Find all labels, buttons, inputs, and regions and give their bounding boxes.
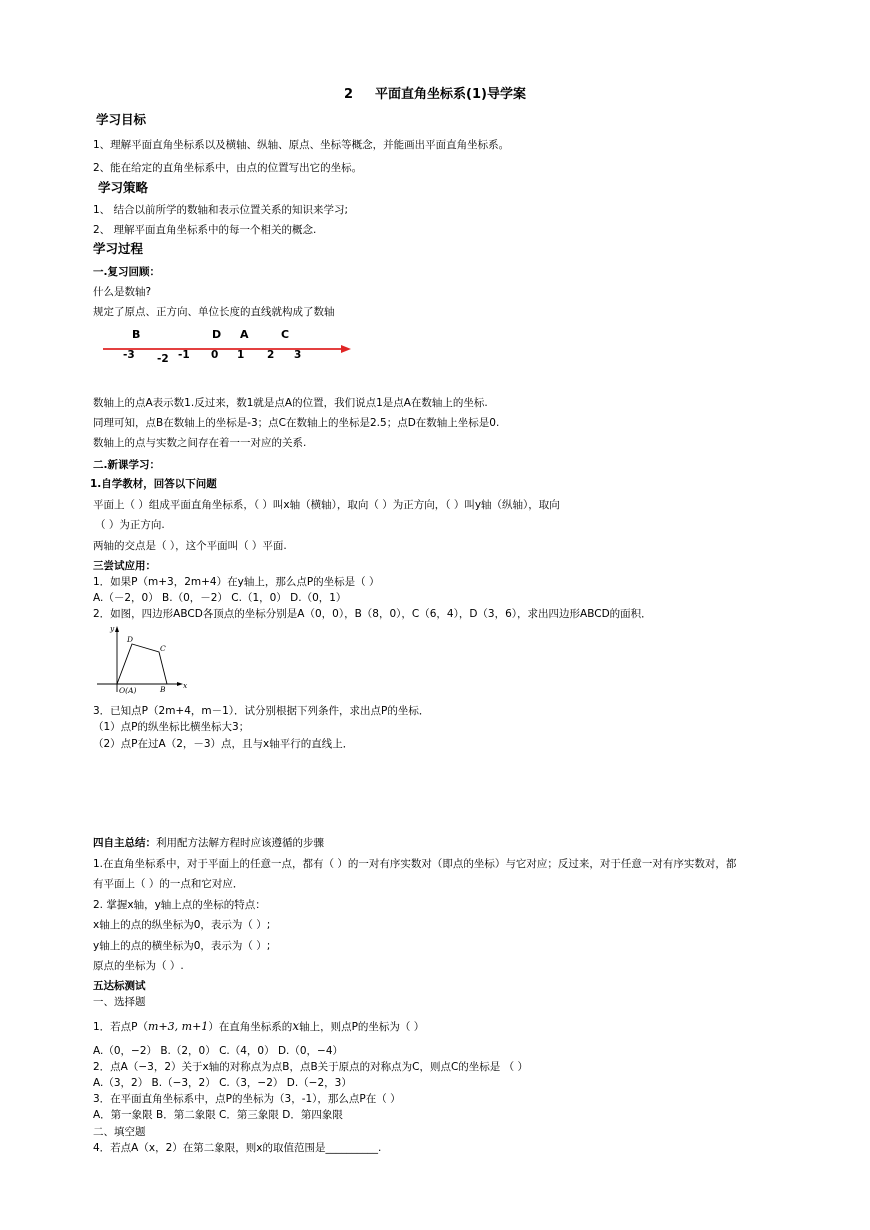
page-title: [0, 83, 870, 102]
vertex-label-c: C: [160, 644, 166, 653]
tick-label: 0: [211, 349, 219, 361]
newlesson-sub: 1.自学教材，回答以下问题: [90, 478, 217, 490]
vertex-label-b: B: [160, 685, 166, 694]
summary-line-2: 有平面上（ ）的一点和它对应．: [93, 878, 244, 890]
tick-label: 3: [294, 349, 302, 361]
process-heading: 学习过程: [93, 241, 144, 256]
objective-1: 1、理解平面直角坐标系以及横轴、纵轴、原点、坐标等概念，并能画出平面直角坐标系。: [93, 139, 510, 151]
test-question-2: 2．点A（−3，2）关于x轴的对称点为点B，点B关于原点的对称点为C，则点C的坐标是 （ ）: [93, 1061, 528, 1073]
y-axis-arrow-icon: [115, 626, 119, 632]
review-paragraph-3: 数轴上的点与实数之间存在着一一对应的关系.: [93, 437, 307, 449]
test-question-4: 4．若点A（x，2）在第二象限，则x的取值范围是__________.: [93, 1142, 382, 1154]
x-axis-label: x: [183, 681, 188, 690]
newlesson-line-3: 两轴的交点是（ ），这个平面叫（ ）平面.: [93, 540, 287, 552]
test-question-1-suffix: 轴上，则点P的坐标为（ ）: [299, 1021, 425, 1033]
point-label-a: A: [240, 328, 249, 341]
vertex-label-d: D: [127, 635, 134, 644]
summary-line-5: y轴上的点的横坐标为0，表示为（ ）;: [93, 940, 271, 952]
number-line-figure: [95, 322, 365, 368]
strategy-2: 2、 理解平面直角坐标系中的每一个相关的概念.: [93, 224, 317, 236]
test-question-1-math: m+3, m+1: [148, 1020, 209, 1033]
trial-question-3: 3．已知点P（2m+4，m－1）．试分别根据下列条件，求出点P的坐标．: [93, 705, 430, 717]
trial-question-3b: （2）点P在过A（2，－3）点，且与x轴平行的直线上．: [93, 738, 354, 750]
trial-question-1-options: A.（－2，0） B.（0，－2） C.（1，0） D.（0，1）: [93, 592, 347, 604]
objectives-heading: 学习目标: [96, 112, 147, 127]
title-number: 2: [344, 87, 354, 102]
test-question-1-options: A.（0，−2） B.（2，0） C.（4，0） D.（0，−4）: [93, 1045, 344, 1057]
test-question-1: [93, 1019, 424, 1034]
summary-heading-tail: 利用配方法解方程时应该遵循的步骤: [156, 837, 324, 849]
review-paragraph-1: 数轴上的点A表示数1.反过来，数1就是点A的位置，我们说点1是点A在数轴上的坐标.: [93, 397, 488, 409]
test-question-3: 3．在平面直角坐标系中，点P的坐标为（3，-1），那么点P在（ ）: [93, 1093, 401, 1105]
number-line-arrow-icon: [341, 345, 351, 353]
test-question-1-axis: x: [292, 1019, 300, 1033]
trial-question-2: 2．如图，四边形ABCD各顶点的坐标分别是A（0，0），B（8，0），C（6，4），D（3，6），求出四边形ABCD的面积．: [93, 608, 652, 620]
trial-question-1: 1．如果P（m+3，2m+4）在y轴上，那么点P的坐标是（ ）: [93, 576, 380, 588]
trial-question-3a: （1）点P的纵坐标比横坐标大3；: [93, 721, 250, 733]
test-question-3-options: A．第一象限 B．第二象限 C．第三象限 D．第四象限: [93, 1109, 343, 1121]
tick-label: 1: [237, 349, 245, 361]
test-section-1: 一、选择题: [93, 996, 146, 1008]
summary-heading-line: [93, 836, 324, 850]
summary-line-3: 2. 掌握x轴，y轴上点的坐标的特点：: [93, 899, 266, 911]
test-question-1-middle: ）在直角坐标系的: [208, 1021, 293, 1033]
point-label-d: D: [212, 328, 222, 341]
point-label-c: C: [281, 328, 290, 341]
tick-label: 2: [267, 349, 275, 361]
tick-label: -1: [178, 349, 190, 361]
tick-label: -2: [157, 353, 169, 365]
review-heading: 一.复习回顾：: [93, 266, 160, 278]
quadrilateral-figure: [95, 622, 195, 698]
review-definition: 规定了原点、正方向、单位长度的直线就构成了数轴: [93, 306, 335, 318]
trial-heading: 三尝试应用：: [93, 560, 156, 572]
test-section-2: 二、填空题: [93, 1126, 146, 1138]
vertex-label-origin: O(A): [119, 686, 137, 695]
review-paragraph-2: 同理可知，点B在数轴上的坐标是-3；点C在数轴上的坐标是2.5；点D在数轴上坐标是0.: [93, 417, 500, 429]
newlesson-line-1: 平面上（ ）组成平面直角坐标系，（ ）叫x轴（横轴），取向（ ）为正方向，（ ）叫y轴（纵轴），取向: [93, 499, 560, 511]
summary-heading: 四自主总结：: [93, 837, 156, 849]
test-heading: 五达标测试: [93, 980, 146, 992]
test-question-1-prefix: 1．若点P（: [93, 1021, 149, 1033]
objective-2: 2、能在给定的直角坐标系中，由点的位置写出它的坐标。: [93, 162, 363, 174]
review-question: 什么是数轴?: [93, 286, 152, 298]
strategy-1: 1、 结合以前所学的数轴和表示位置关系的知识来学习;: [93, 204, 349, 216]
summary-line-6: 原点的坐标为（ ）.: [93, 960, 184, 972]
tick-label: -3: [123, 349, 135, 361]
newlesson-line-2: （ ）为正方向.: [95, 519, 165, 531]
test-question-2-options: A.（3，2） B.（−3，2） C.（3，−2） D.（−2，3）: [93, 1077, 352, 1089]
summary-line-1: 1.在直角坐标系中，对于平面上的任意一点，都有（ ）的一对有序实数对（即点的坐标）与它对应；反过来，对于任意一对有序实数对，都: [93, 858, 737, 870]
y-axis-label: y: [110, 624, 115, 633]
strategy-heading: 学习策略: [98, 180, 149, 195]
newlesson-heading: 二.新课学习：: [93, 459, 160, 471]
title-text: 平面直角坐标系(1)导学案: [375, 87, 526, 102]
point-label-b: B: [132, 328, 141, 341]
summary-line-4: x轴上的点的纵坐标为0，表示为（ ）;: [93, 919, 271, 931]
